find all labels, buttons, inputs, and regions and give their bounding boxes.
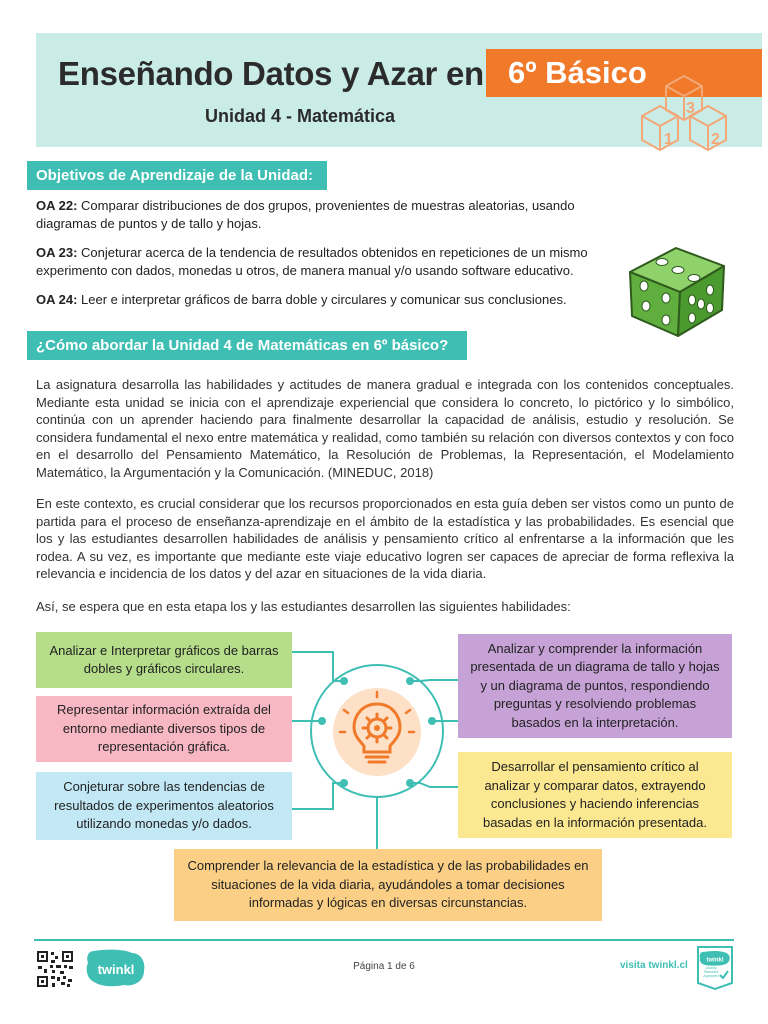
- skill-box-green: Analizar e Interpretar gráficos de barras dobles y gráficos circulares.: [36, 632, 292, 688]
- objective-text: Comparar distribuciones de dos grupos, provenientes de muestras aleatorias, usando diagramas de puntos y de tallo y hojas.: [36, 198, 575, 231]
- objective-code: OA 23:: [36, 245, 78, 260]
- footer-divider: [34, 939, 734, 941]
- svg-text:1: 1: [664, 131, 673, 148]
- svg-text:2: 2: [711, 131, 720, 148]
- page-subtitle: Unidad 4 - Matemática: [205, 106, 396, 126]
- page-number: Página 1 de 6: [353, 961, 415, 972]
- approach-paragraph-2: En este contexto, es crucial considerar que los recursos proporcionados en esta guía deben ser vistos como un punto de partida para el proceso de enseñanza-aprendizaje en el ámbito de la estadística y las probabilidades. Es esencial que los y las estudiantes desarrollen habilidades de análisis y pensamiento crítico al enfrentarse a la información que les rodea. A su vez, es importante que mediante este viaje educativo logren ser capaces de apreciar de forma reflexiva la relevancia e incidencia de los datos y del azar en situaciones de la vida diaria.: [36, 496, 734, 582]
- approach-heading: ¿Cómo abordar la Unidad 4 de Matemáticas en 6º básico?: [27, 331, 467, 360]
- twinkl-logo-text: twinkl: [97, 962, 135, 977]
- objective-code: OA 22:: [36, 198, 78, 213]
- visit-link[interactable]: visita twinkl.cl: [620, 960, 688, 971]
- page-title: Enseñando Datos y Azar en: [58, 55, 484, 92]
- skill-box-yellow: Desarrollar el pensamiento crítico al analizar y comparar datos, extrayendo conclusiones y haciendo inferencias basadas en la información presentada.: [458, 752, 732, 838]
- objective-text: Leer e interpretar gráficos de barra doble y circulares y comunicar sus conclusiones.: [77, 292, 567, 307]
- quality-badge-icon: [694, 945, 736, 991]
- skill-box-blue: Conjeturar sobre las tendencias de resultados de experimentos aleatorios utilizando monedas y/o dados.: [36, 772, 292, 840]
- skill-box-pink: Representar información extraída del entorno mediante diversos tipos de representación gráfica.: [36, 696, 292, 762]
- lightbulb-gear-icon: [332, 686, 422, 778]
- approach-paragraph-3: Así, se espera que en esta etapa los y las estudiantes desarrollen las siguientes habilidades:: [36, 599, 571, 614]
- objective-text: Conjeturar acerca de la tendencia de resultados obtenidos en repeticiones de un mismo experimento con dados, monedas u otros, de manera manual y/o usando software educativo.: [36, 245, 588, 278]
- badge-brand-text: twinkl: [706, 957, 724, 964]
- objectives-heading: Objetivos de Aprendizaje de la Unidad:: [27, 161, 327, 190]
- approach-paragraph-1: La asignatura desarrolla las habilidades y actitudes de manera gradual e integrada con los contenidos conceptuales. Mediante esta unidad se inicia con el aprendizaje experiencial que considera lo concreto, lo pictórico y lo simbólico, continúa con un aprender haciendo para finalmente desarrollar la capacidad de análisis, estudio y resolución. Se considera fundamental el nexo entre matemática y realidad, como también su relación con diversos contextos y con foco en el desarrollo del Pensamiento Matemático, la Resolución de Problemas, la Representación, el Modelamiento Matemático, la Argumentación y la Comunicación. (MINEDUC, 2018): [36, 377, 734, 480]
- badge-text: Quality Standard Approved: [703, 966, 719, 979]
- skill-box-purple: Analizar y comprender la información presentada de un diagrama de tallo y hojas y un diagrama de puntos, respondiendo preguntas y resolviendo problemas basados en la interpretación.: [458, 634, 732, 738]
- grade-badge: 6º Básico: [486, 49, 762, 97]
- objective-code: OA 24:: [36, 292, 78, 307]
- svg-text:3: 3: [686, 100, 695, 117]
- skill-box-orange: Comprender la relevancia de la estadística y de las probabilidades en situaciones de la vida diaria, ayudándoles a tomar decisiones informadas y lógicas en diversas circunstancias.: [174, 849, 602, 921]
